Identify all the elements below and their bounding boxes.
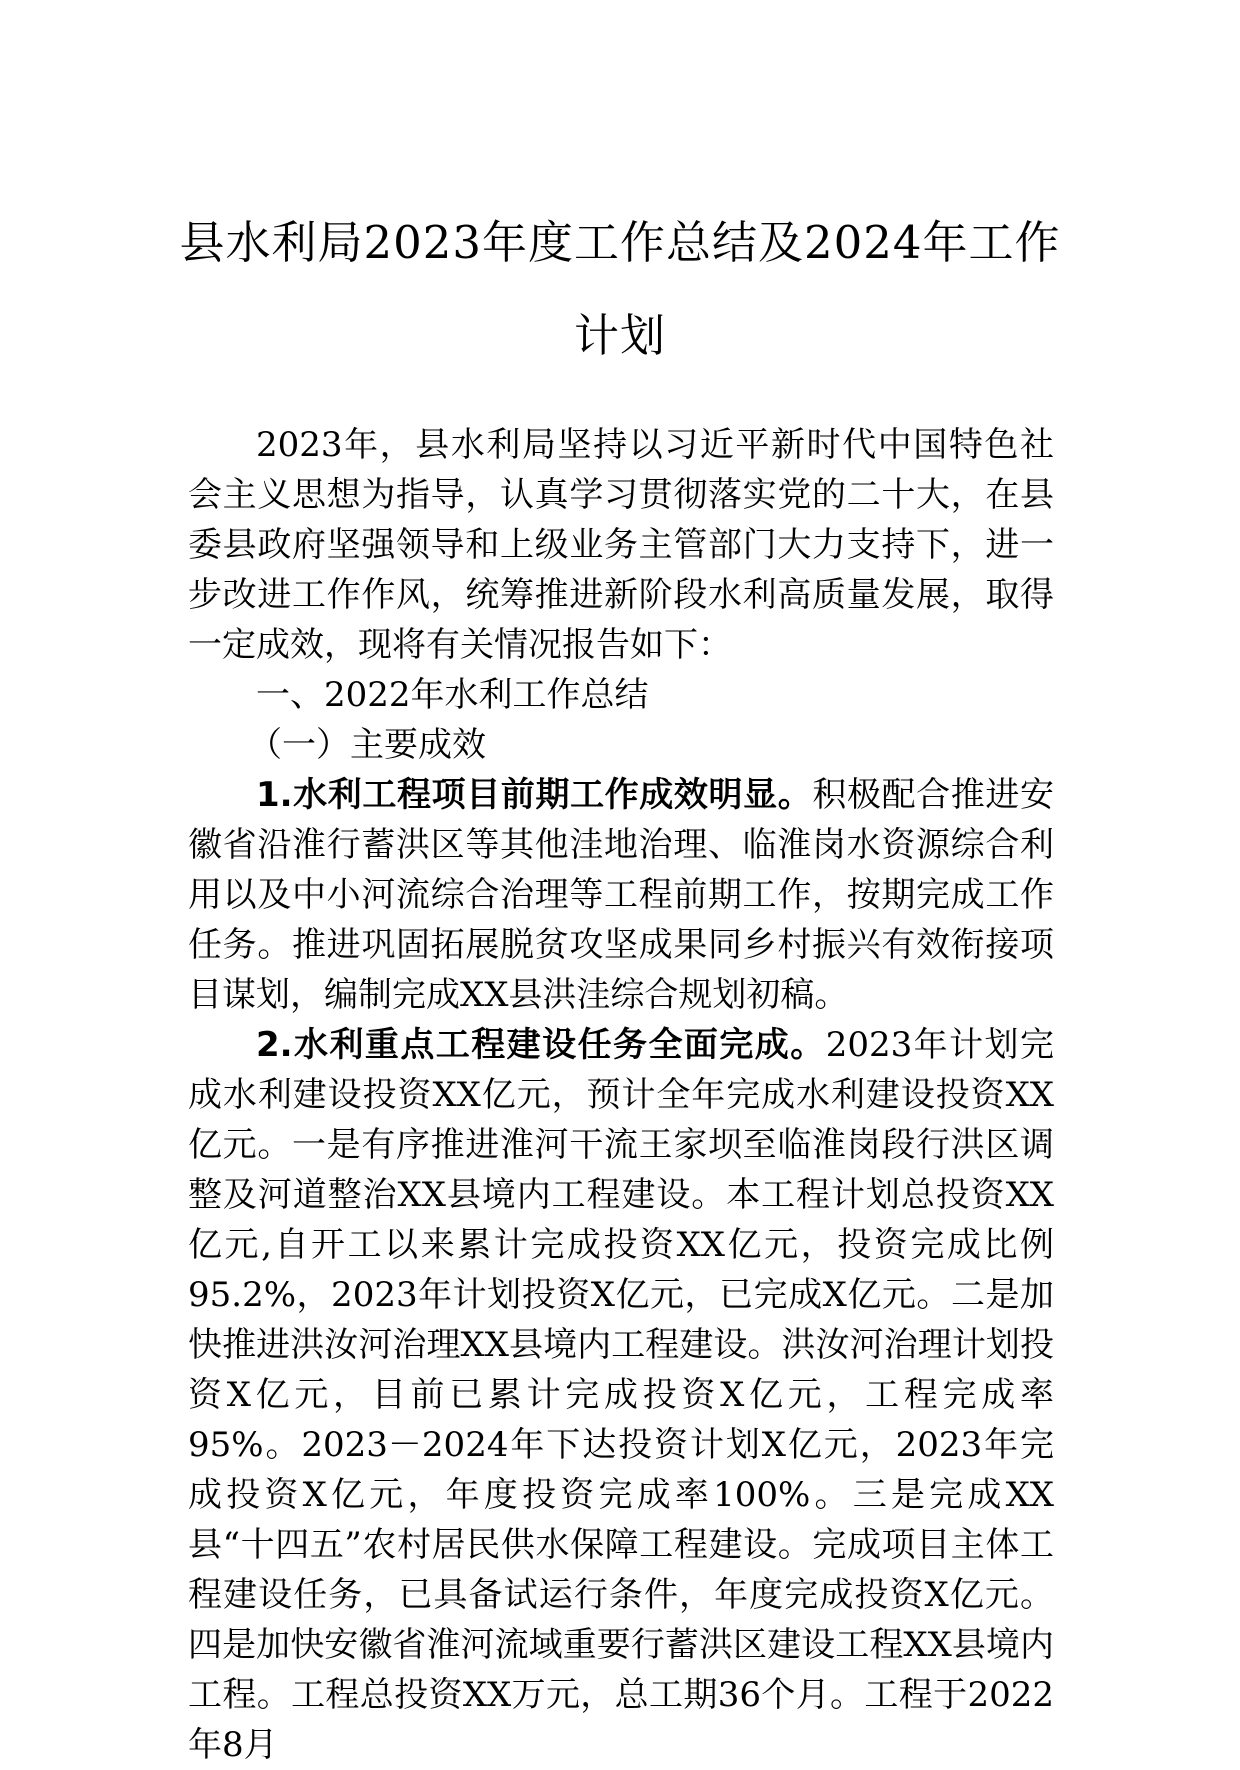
item-1-body: 积极配合推进安徽省沿淮行蓄洪区等其他洼地治理、临淮岗水资源综合利用以及中小河流综合治理等工程前期工作，按期完成工作任务。推进巩固拓展脱贫攻坚成果同乡村振兴有效衔接项目谋划，编制完成XX县洪洼综合规划初稿。 [188,775,1055,1015]
intro-paragraph: 2023年，县水利局坚持以习近平新时代中国特色社会主义思想为指导，认真学习贯彻落实党的二十大，在县委县政府坚强领导和上级业务主管部门大力支持下，进一步改进工作作风，统筹推进新阶段水利高质量发展，取得一定成效，现将有关情况报告如下： [188,425,1054,665]
item-1-lead: 1.水利工程项目前期工作成效明显。 [256,775,813,815]
item-2-lead: 2.水利重点工程建设任务全面完成。 [256,1025,826,1065]
item-1-paragraph [188,770,1054,1020]
document-title-line-1: 县水利局2023年度工作总结及2024年工作 [179,216,1061,269]
document-body [188,420,1054,1770]
item-2-paragraph [188,1020,1054,1770]
subsection-heading: （一）主要成效 [248,725,486,765]
document-title-line-2: 计划 [573,309,666,362]
item-2-body: 2023年计划完成水利建设投资XX亿元，预计全年完成水利建设投资XX亿元。一是有序推进淮河干流王家坝至临淮岗段行洪区调整及河道整治XX县境内工程建设。本工程计划总投资XX亿元,自开工以来累计完成投资XX亿元，投资完成比例95.2%，2023年计划投资X亿元，已完成X亿元。二是加快推进洪汝河治理XX县境内工程建设。洪汝河治理计划投资X亿元，目前已累计完成投资X亿元，工程完成率95%。2023－2024年下达投资计划X亿元，2023年完成投资X亿元，年度投资完成率100%。三是完成XX县“十四五”农村居民供水保障工程建设。完成项目主体工程建设任务，已具备试运行条件，年度完成投资X亿元。四是加快安徽省淮河流域重要行蓄洪区建设工程XX县境内工程。工程总投资XX万元，总工期36个月。工程于2022年8月 [188,1025,1054,1765]
section-heading: 一、2022年水利工作总结 [256,675,649,715]
